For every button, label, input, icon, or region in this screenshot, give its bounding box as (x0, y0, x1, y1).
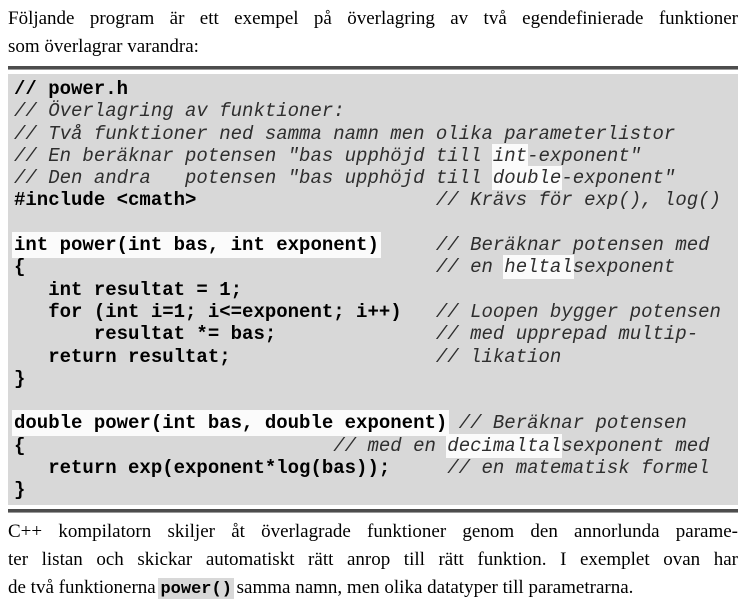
code-segment: // Loopen bygger potensen (435, 300, 721, 323)
outro-line-2: ter listan och skickar automatiskt rätt anrop till rätt funktion. I exemplet ovan har (8, 548, 738, 570)
code-line (14, 234, 738, 256)
code-segment: // Beräknar potensen (458, 412, 687, 435)
code-segment: // Den andra potensen "bas upphöjd till (14, 167, 493, 190)
code-line (14, 412, 738, 434)
code-segment: // Beräknar potensen med (435, 234, 710, 257)
code-segment: { (14, 434, 26, 457)
code-line (14, 479, 738, 501)
outro-line-3-text-after: samma namn, men olika datatyper till parametrarna. (231, 576, 634, 598)
code-segment (25, 256, 435, 278)
code-line (14, 323, 738, 345)
code-line (14, 167, 738, 189)
code-segment: // Krävs för exp(), log() (435, 189, 721, 212)
highlighted-code-segment: double power(int bas, double exponent) (14, 412, 448, 435)
code-segment: return exp(exponent*log(bas)); (14, 457, 391, 480)
code-segment (196, 189, 435, 211)
code-line (14, 145, 738, 167)
outro-line-3-text-before: de två funktionerna (8, 576, 161, 598)
code-line (14, 100, 738, 122)
top-divider (8, 66, 738, 70)
code-segment: sexponent (572, 256, 676, 279)
inline-code-power: power() (160, 579, 232, 599)
code-segment: for (int i=1; i<=exponent; i++) (14, 300, 402, 323)
code-segment: // likation (435, 345, 562, 368)
code-segment: int resultat = 1; (14, 278, 243, 301)
code-segment: return resultat; (14, 345, 231, 368)
code-segment: -exponent" (527, 144, 642, 167)
highlighted-code-segment: heltal (504, 256, 573, 279)
code-line (14, 212, 738, 234)
code-line (14, 457, 738, 479)
outro-line-1: C++ kompilatorn skiljer åt överlagrade funktioner genom den annorlunda parame- (8, 520, 738, 542)
code-block (8, 74, 738, 505)
code-line (14, 189, 738, 211)
code-line (14, 435, 738, 457)
code-segment: sexponent med (561, 434, 710, 457)
code-line (14, 256, 738, 278)
code-segment (390, 457, 447, 479)
code-segment: // Två funktioner ned samma namn men olika parameterlistor (14, 122, 676, 145)
code-line (14, 279, 738, 301)
code-segment: resultat *= bas; (14, 323, 277, 346)
code-line (14, 390, 738, 412)
code-segment: } (14, 367, 26, 390)
highlighted-code-segment: int power(int bas, int exponent) (14, 234, 379, 257)
code-segment: // en matematisk formel (447, 457, 710, 480)
outro-line-3 (8, 574, 738, 599)
code-segment (402, 301, 436, 323)
code-line (14, 123, 738, 145)
code-segment (379, 234, 436, 256)
code-segment: { (14, 256, 26, 279)
highlighted-code-segment: decimaltal (447, 434, 562, 457)
code-line (14, 368, 738, 390)
code-line (14, 301, 738, 323)
code-segment: } (14, 479, 26, 502)
code-segment: // En beräknar potensen "bas upphöjd till (14, 144, 493, 167)
outro-paragraph (8, 518, 738, 599)
code-segment: #include <cmath> (14, 189, 197, 212)
code-segment: // med en (333, 434, 448, 457)
code-line (14, 346, 738, 368)
intro-line-1: Följande program är ett exempel på överlagring av två egendefinierade funktioner (8, 8, 738, 29)
code-segment (25, 435, 333, 457)
highlighted-code-segment: int (492, 144, 528, 167)
code-segment: // Överlagring av funktioner: (14, 100, 345, 123)
code-segment: // en (435, 256, 505, 279)
code-segment (231, 346, 436, 368)
code-segment (276, 323, 436, 345)
highlighted-code-segment: double (492, 167, 562, 190)
code-segment (447, 412, 458, 434)
code-segment: // med upprepad multip- (435, 323, 699, 346)
intro-line-2: som överlagrar varandra: (8, 36, 199, 57)
code-segment: -exponent" (561, 167, 676, 190)
intro-paragraph (8, 5, 738, 61)
bottom-divider (8, 509, 738, 513)
code-segment: // power.h (14, 78, 129, 100)
code-line (14, 78, 738, 100)
